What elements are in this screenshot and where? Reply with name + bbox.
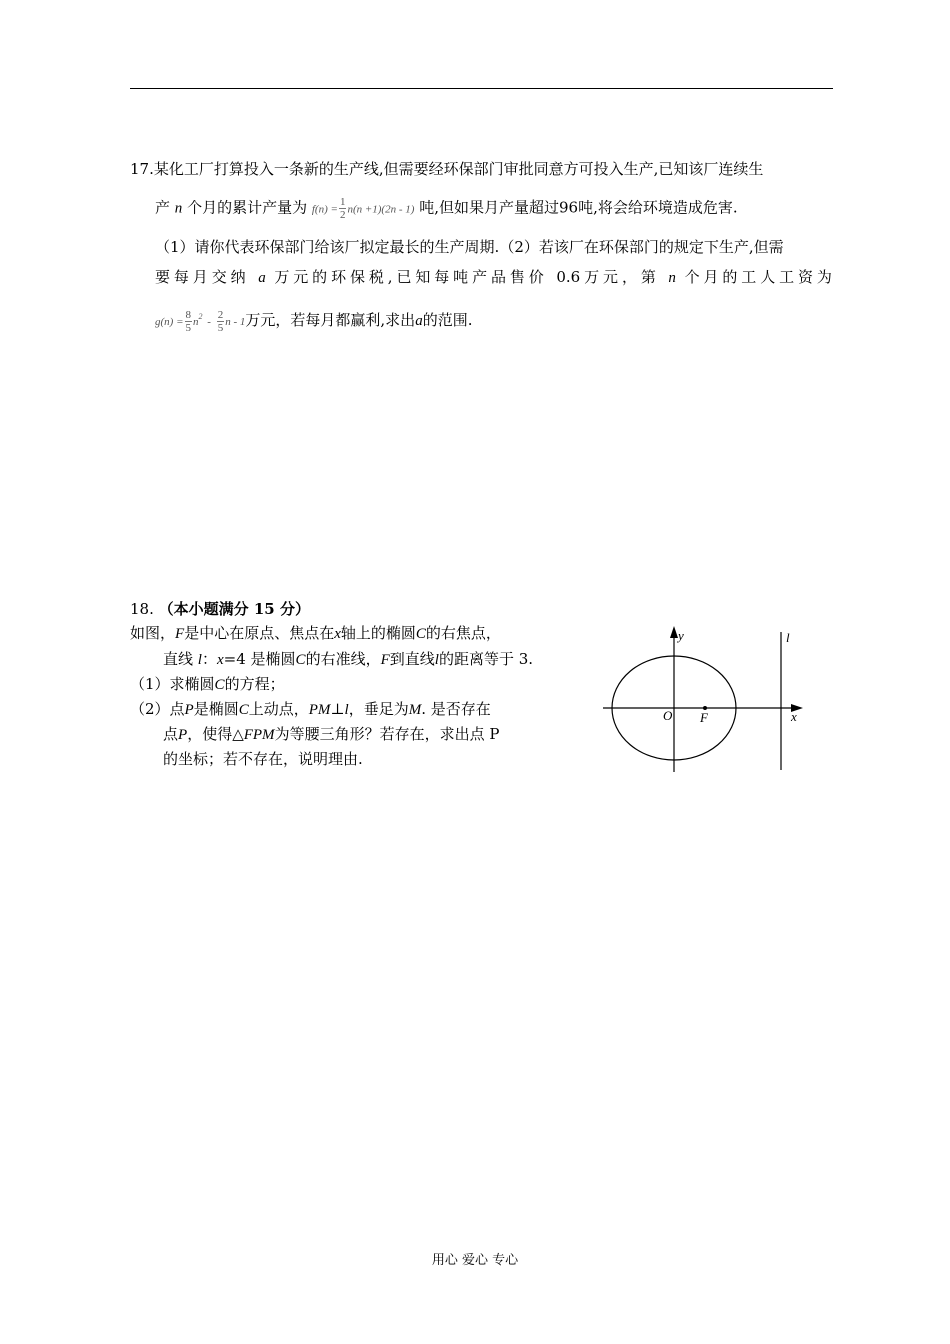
label-x: x bbox=[791, 709, 797, 724]
p17-text: 的范围. bbox=[422, 311, 473, 329]
p17-line-3: （1）请你代表环保部门给该厂拟定最长的生产周期.（2）若该厂在环保部门的规定下生产,但需 bbox=[155, 238, 784, 256]
var-x: x bbox=[334, 626, 341, 642]
perp-symbol: ⊥ bbox=[330, 700, 345, 718]
p17-line-1: 17.某化工厂打算投入一条新的生产线,但需要经环保部门审批同意方可投入生产,已知该厂连续生 bbox=[130, 160, 764, 178]
p18-score-note: （本小题满分 15 分） bbox=[158, 600, 310, 618]
frac-num: 2 bbox=[217, 308, 224, 321]
p18-question-1 bbox=[130, 673, 285, 696]
p18-text: . 是否存在 bbox=[421, 700, 491, 718]
p18-text: ，垂足为 bbox=[348, 700, 409, 718]
var-F: F bbox=[380, 652, 390, 668]
p17-text: 个月的工人工资为 bbox=[684, 268, 832, 286]
p17-text: 个月的累计产量为 bbox=[187, 198, 308, 217]
p18-text: 的右焦点， bbox=[425, 624, 501, 642]
p18-text: 上动点， bbox=[248, 700, 309, 718]
p18-text: （1）求椭圆 bbox=[130, 675, 215, 693]
p17-line-2 bbox=[155, 196, 738, 221]
label-F: F bbox=[700, 710, 708, 725]
formula-f-rhs: n(n +1)(2n - 1) bbox=[347, 203, 415, 216]
p18-text: 是椭圆 bbox=[193, 700, 239, 718]
p17-line-4 bbox=[155, 266, 832, 289]
p18-question-2-end: 的坐标；若不存在，说明理由. bbox=[163, 750, 363, 768]
formula-minus: - bbox=[207, 316, 211, 328]
label-l: l bbox=[786, 630, 790, 645]
fraction-8-5 bbox=[185, 309, 193, 334]
frac-num: 8 bbox=[185, 308, 191, 321]
ellipse-figure bbox=[595, 622, 815, 774]
p18-text: 点 bbox=[163, 725, 179, 743]
p18-question-2 bbox=[130, 698, 491, 721]
fraction-half bbox=[339, 196, 347, 221]
y-axis-arrow bbox=[670, 626, 678, 638]
formula-g-tail: n - 1 bbox=[225, 316, 246, 328]
header-rule bbox=[130, 88, 833, 89]
var-x: x bbox=[216, 652, 224, 668]
p17-text: 要每月交纳 bbox=[155, 268, 250, 286]
var-a: a bbox=[258, 270, 266, 286]
var-PM: PM bbox=[308, 702, 331, 718]
p17-text: 吨,但如果月产量超过96吨,将会给环境造成危害. bbox=[419, 198, 738, 217]
var-l: l bbox=[434, 652, 439, 668]
p18-text: 如图， bbox=[130, 624, 176, 642]
var-n: n bbox=[668, 270, 676, 286]
var-C: C bbox=[295, 652, 306, 668]
var-l: l bbox=[197, 652, 202, 668]
label-y: y bbox=[678, 628, 684, 643]
var-P: P bbox=[178, 727, 188, 743]
p18-text: （2）点 bbox=[130, 700, 185, 718]
formula-var: n bbox=[193, 316, 199, 328]
frac-num: 1 bbox=[339, 196, 346, 208]
p17-text: 产 bbox=[155, 198, 171, 217]
frac-den: 2 bbox=[339, 209, 346, 221]
p18-text: 到直线 bbox=[389, 650, 435, 668]
var-n: n bbox=[174, 200, 183, 217]
p18-text: 为等腰三角形？若存在，求出点 P bbox=[274, 725, 500, 743]
p18-text: 的右准线， bbox=[305, 650, 381, 668]
formula-exponent: 2 bbox=[198, 312, 203, 321]
var-l: l bbox=[344, 702, 349, 718]
p18-text: 直线 bbox=[163, 650, 194, 668]
p18-text: =4 是椭圆 bbox=[223, 650, 296, 668]
var-F: F bbox=[175, 626, 185, 642]
p17-text: 万元，若每月都赢利,求出 bbox=[245, 311, 416, 329]
p18-line-2 bbox=[163, 648, 533, 671]
p18-text: 轴上的椭圆 bbox=[340, 624, 416, 642]
p18-text: ： bbox=[201, 650, 217, 668]
p17-line-5 bbox=[155, 306, 472, 334]
label-O: O bbox=[663, 708, 673, 723]
var-a: a bbox=[415, 313, 423, 329]
formula-g-lhs: g(n) = bbox=[155, 316, 184, 328]
p18-text: ，使得△ bbox=[187, 725, 244, 743]
p18-text: 的距离等于 3. bbox=[438, 650, 534, 668]
p18-question-2-cont bbox=[163, 723, 499, 746]
p18-text: 是中心在原点、焦点在 bbox=[184, 624, 335, 642]
p18-line-1 bbox=[130, 622, 501, 645]
frac-den: 5 bbox=[185, 321, 191, 334]
p17-text: 万元的环保税,已知每吨产品售价 0.6万元，第 bbox=[274, 268, 660, 286]
p18-text: 的方程； bbox=[224, 675, 285, 693]
page-footer: 用心 爱心 专心 bbox=[431, 1253, 519, 1268]
fraction-2-5 bbox=[217, 309, 225, 334]
var-C: C bbox=[238, 702, 249, 718]
var-P: P bbox=[184, 702, 194, 718]
p18-heading bbox=[130, 598, 310, 620]
var-FPM: FPM bbox=[243, 727, 275, 743]
var-C: C bbox=[415, 626, 426, 642]
p18-number: 18. bbox=[130, 600, 154, 618]
frac-den: 5 bbox=[217, 321, 224, 334]
var-M: M bbox=[408, 702, 422, 718]
formula-f-lhs: f(n) = bbox=[311, 203, 338, 216]
var-C: C bbox=[214, 677, 225, 693]
